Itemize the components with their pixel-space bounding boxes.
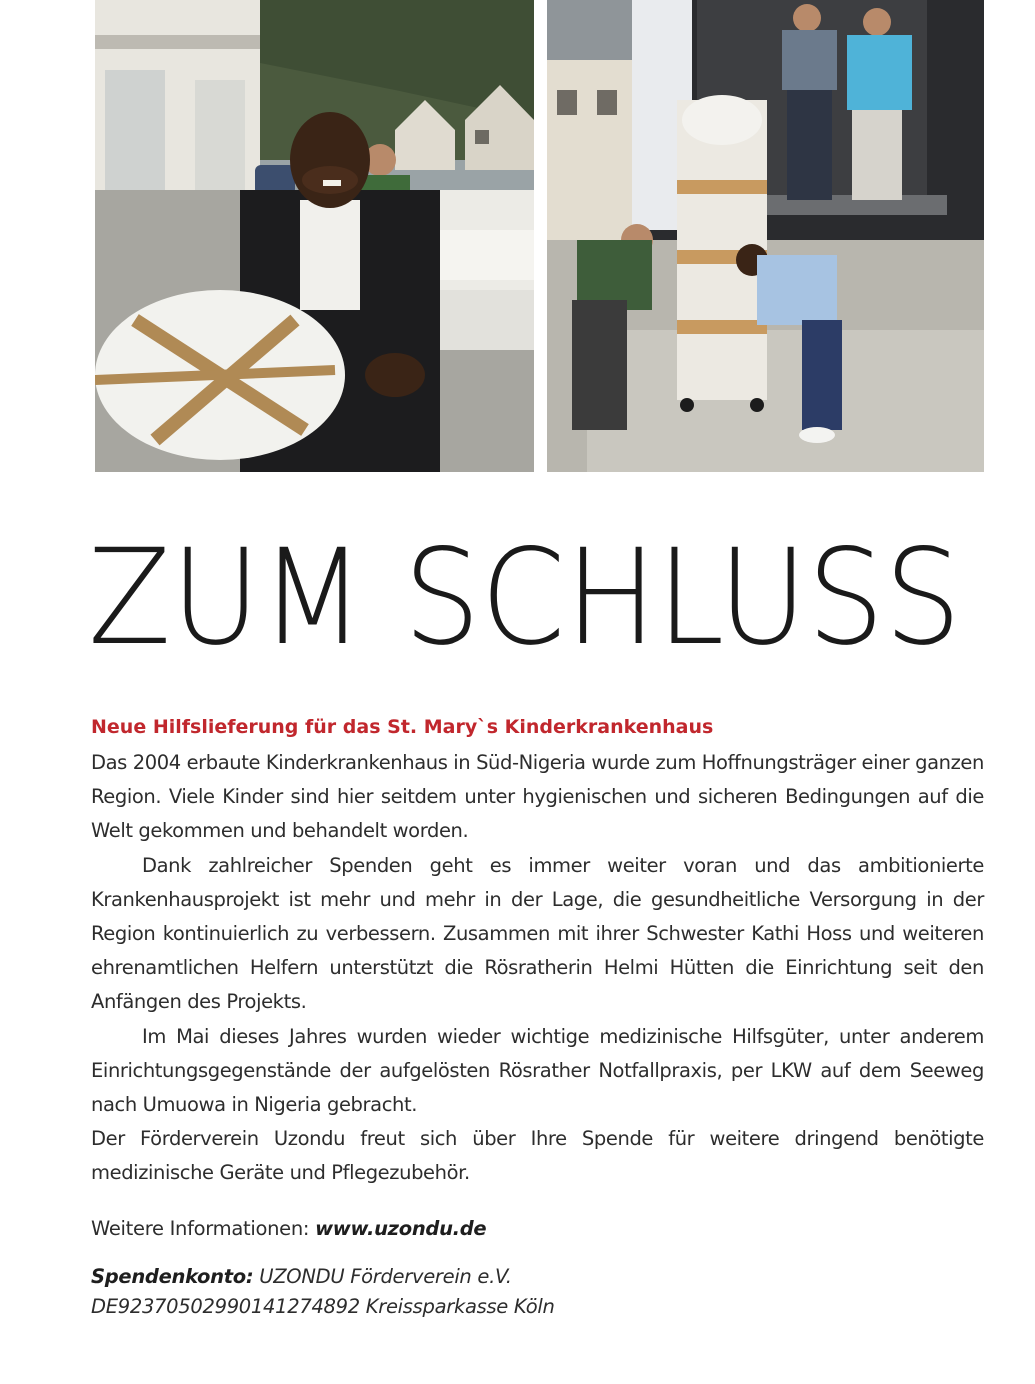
- photo-truck-loading-icon: [547, 0, 984, 472]
- account-iban: DE92370502990141274892 Kreissparkasse Köln: [91, 1295, 555, 1318]
- account-label: Spendenkonto:: [91, 1265, 254, 1288]
- paragraph: Im Mai dieses Jahres wurden wieder wichtige medizinische Hilfsgüter, unter anderem Einrichtungsgegenstände der aufgelösten Rösrather Notfallpraxis, per LKW auf dem Seeweg nach Umuowa in Nigeria gebracht.: [91, 1024, 984, 1117]
- photo-man-carrying-package-icon: [95, 0, 534, 472]
- account-name: UZONDU Förderverein e.V.: [253, 1265, 512, 1288]
- photo-right: [547, 0, 984, 472]
- article-subtitle: Neue Hilfslieferung für das St. Mary`s Kinderkrankenhaus: [91, 716, 714, 738]
- info-line: [91, 1214, 486, 1244]
- paragraph: Der Förderverein Uzondu freut sich über Ihre Spende für weitere dringend benötigte medizinische Geräte und Pflegezubehör.: [91, 1127, 984, 1185]
- website-link[interactable]: www.uzondu.de: [315, 1217, 487, 1240]
- headline: ZUM SCHLUSS: [88, 521, 962, 675]
- paragraph: Das 2004 erbaute Kinderkrankenhaus in Süd-Nigeria wurde zum Hoffnungsträger einer ganzen Region. Viele Kinder sind hier seitdem unter hygienischen und sicheren Bedingungen auf die Welt gekommen und behandelt worden.: [91, 751, 984, 843]
- article: [91, 712, 984, 1191]
- photo-left: [95, 0, 534, 472]
- article-body: [91, 746, 984, 1191]
- donation-account: [91, 1262, 555, 1322]
- paragraph: Dank zahlreicher Spenden geht es immer weiter voran und das ambitionierte Krankenhausprojekt ist mehr und mehr in der Lage, die gesundheitliche Versorgung in der Region kontinuierlich zu verbessern. Zusammen mit ihrer Schwester Kathi Hoss und weiteren ehrenamtlichen Helfern unterstützt die Rösratherin Helmi Hütten die Einrichtung seit den Anfängen des Projekts.: [91, 853, 984, 1014]
- info-label: Weitere Informationen:: [91, 1217, 316, 1240]
